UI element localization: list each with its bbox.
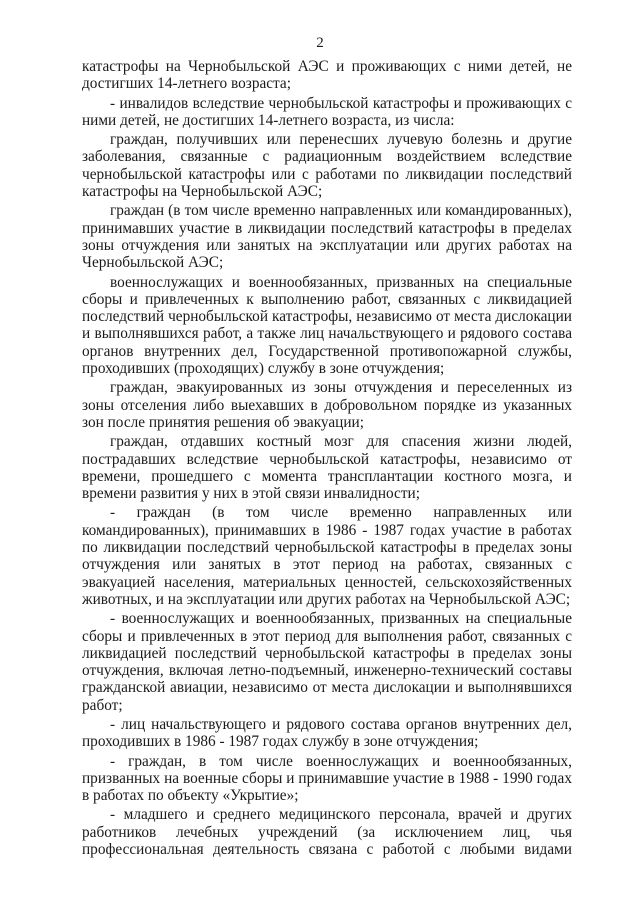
paragraph-1986-1987-workers: - граждан (в том числе временно направленных или командированных), принимавших в 1986 - 1987 годах участие в работах по ликвидации последствий чернобыльской катастрофы в пределах зоны отчуждения или занятых в этот период на работах, связанных с эвакуацией населения, материальных ценностей, сельскохозяйственных животных, и на эксплуатации или других работах на Чернобыльской АЭС; bbox=[82, 504, 572, 608]
paragraph-bone-marrow-donors: граждан, отдавших костный мозг для спасения жизни людей, пострадавших вследствие чернобыльской катастрофы, независимо от времени, прошедшего с момента трансплантации костного мозга, и времени развития у них в этой связи инвалидности; bbox=[82, 433, 572, 503]
document-body bbox=[82, 58, 572, 860]
paragraph-shelter-object: - граждан, в том числе военнослужащих и военнообязанных, призванных на военные сборы и принимавшие участие в 1988 - 1990 годах в работах по объекту «Укрытие»; bbox=[82, 752, 572, 805]
page-number: 2 bbox=[316, 35, 324, 51]
paragraph-military-personnel: военнослужащих и военнообязанных, призванных на специальные сборы и привлеченных к выполнению работ, связанных с ликвидацией последствий чернобыльской катастрофы, независимо от места дислокации и выполнявшихся работ, а также лиц начальствующего и рядового состава органов внутренних дел, Государственной противопожарной службы, проходивших (проходящих) службу в зоне отчуждения; bbox=[82, 273, 572, 378]
paragraph-evacuated-citizens: граждан, эвакуированных из зоны отчуждения и переселенных из зоны отселения либо выехавших в добровольном порядке из указанных зон после принятия решения об эвакуации; bbox=[82, 379, 572, 431]
paragraph-continuation: катастрофы на Чернобыльской АЭС и проживающих с ними детей, не достигших 14-летнего возраста; bbox=[82, 58, 572, 93]
paragraph-medical-personnel: - младшего и среднего медицинского персонала, врачей и других работников лечебных учреждений (за исключением лиц, чья профессиональная деятельность связана с работой с любыми видами bbox=[82, 806, 572, 859]
paragraph-liquidation-participants: граждан (в том числе временно направленных или командированных), принимавших участие в ликвидации последствий катастрофы в пределах зоны отчуждения или занятых на эксплуатации или других работах на Чернобыльской АЭС; bbox=[82, 202, 572, 272]
paragraph-military-1986-1987: - военнослужащих и военнообязанных, призванных на специальные сборы и привлеченных в этот период для выполнения работ, связанных с ликвидацией последствий чернобыльской катастрофы в пределах зоны отчуждения, включая летно-подъемный, инженерно-технический составы гражданской авиации, независимо от места дислокации и выполнявшихся работ; bbox=[82, 610, 572, 714]
paragraph-radiation-sickness: граждан, получивших или перенесших лучевую болезнь и другие заболевания, связанные с радиационным воздействием вследствие чернобыльской катастрофы или с работами по ликвидации последствий катастрофы на Чернобыльской АЭС; bbox=[82, 131, 572, 201]
paragraph-internal-affairs: - лиц начальствующего и рядового состава органов внутренних дел, проходивших в 1986 - 1987 годах службу в зоне отчуждения; bbox=[82, 715, 572, 751]
paragraph-disabled-persons: - инвалидов вследствие чернобыльской катастрофы и проживающих с ними детей, не достигших 14-летнего возраста, из числа: bbox=[82, 94, 572, 129]
